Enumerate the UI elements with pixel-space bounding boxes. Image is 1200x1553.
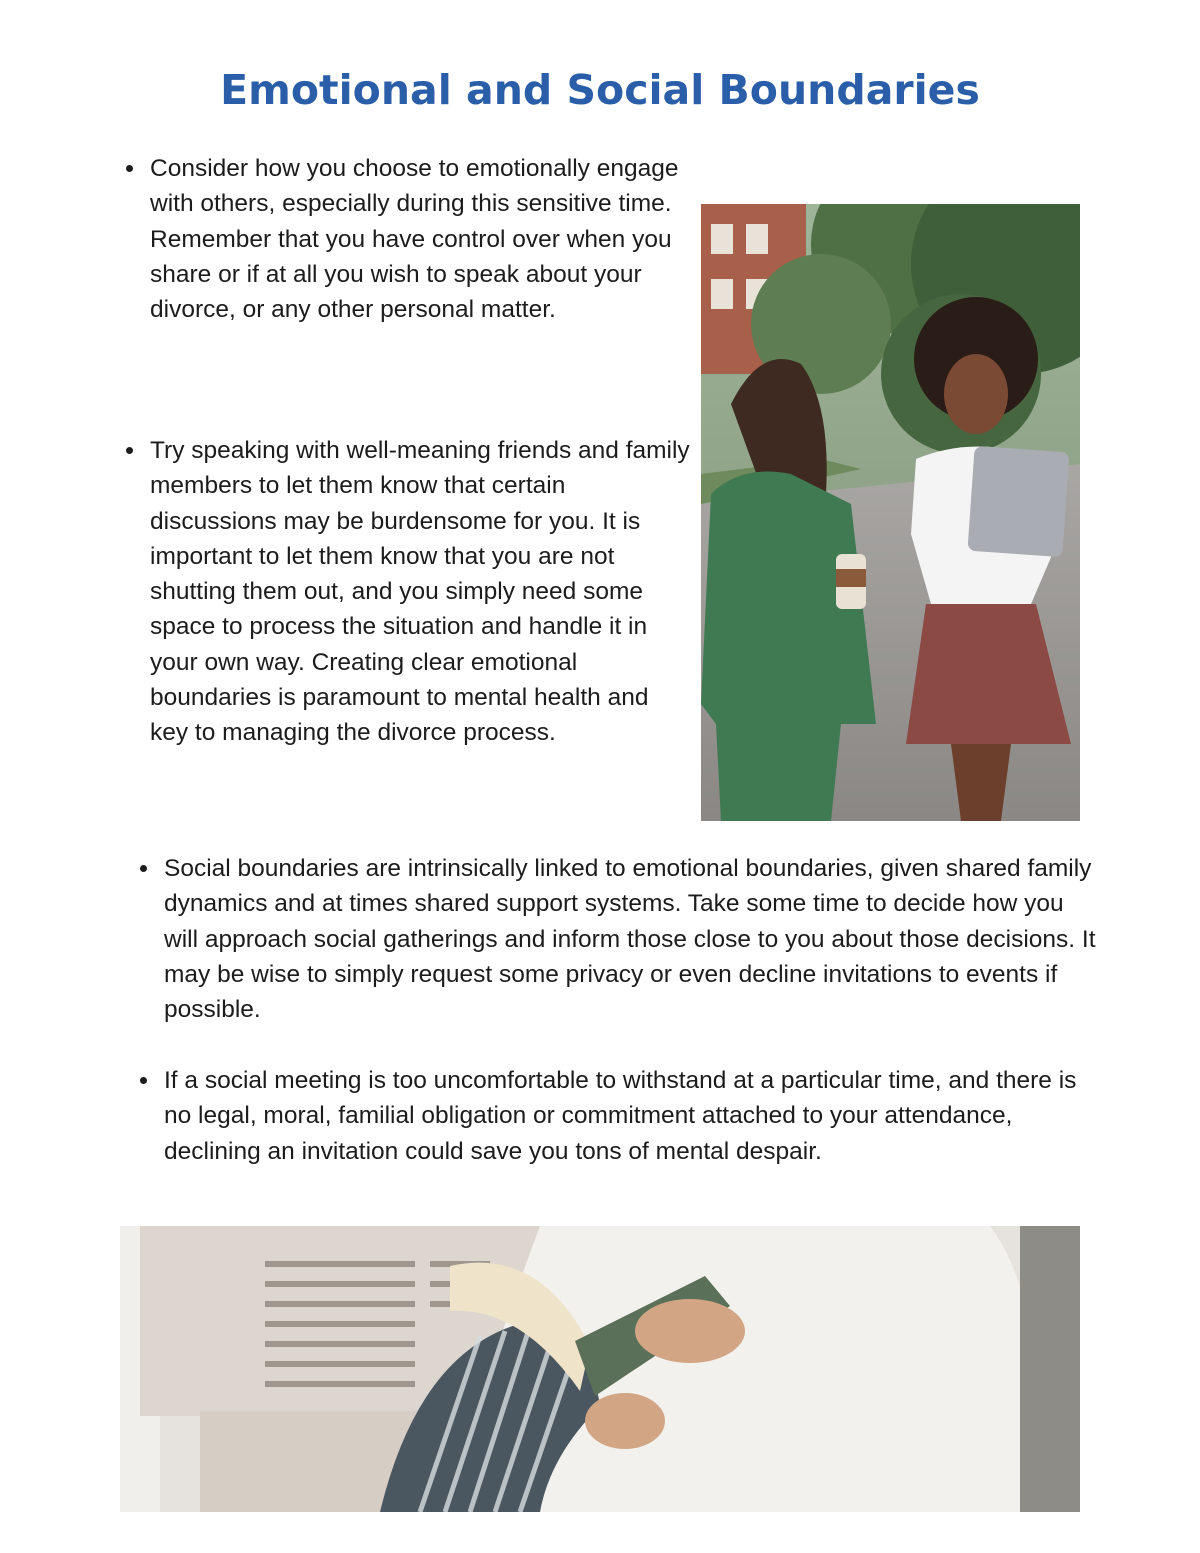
bullet-list-3 <box>164 851 1104 1027</box>
bullet-text: Social boundaries are intrinsically linked to emotional boundaries, given shared family dynamics and at times shared support systems. Take some time to decide how you will approach social gatherings and inform those close to you about those decisions. It may be wise to simply request some privacy or even decline invitations to events if possible. <box>164 855 1096 1024</box>
bullet-list-1 <box>150 151 680 327</box>
bullet-text: Try speaking with well-meaning friends and family members to let them know that certain discussions may be burdensome for you. It is important to let them know that you are not shutting them out, and you simply need some space to process the situation and handle it in your own way. Creating clear emotional boundaries is paramount to mental health and key to managing the divorce process. <box>150 437 690 747</box>
bullet-list-2 <box>150 433 690 751</box>
bullet-text: Consider how you choose to emotionally engage with others, especially during this sensitive time. Remember that you have control over when you share or if at all you wish to speak about your divorce, or any other personal matter. <box>150 155 679 324</box>
photo-reading-illustration <box>120 1226 1080 1512</box>
bullet-dot-icon <box>126 165 133 172</box>
bullet-item <box>150 151 680 327</box>
bullet-item <box>150 433 690 751</box>
photo-two-women-illustration <box>701 204 1080 821</box>
photo-two-women-walking <box>701 204 1080 821</box>
bullet-list-4 <box>164 1063 1104 1169</box>
bullet-dot-icon <box>140 865 147 872</box>
bullet-dot-icon <box>140 1077 147 1084</box>
bullet-item <box>164 851 1104 1027</box>
bullet-item <box>164 1063 1104 1169</box>
page-title: Emotional and Social Boundaries <box>220 66 980 114</box>
bullet-dot-icon <box>126 447 133 454</box>
bullet-text: If a social meeting is too uncomfortable to withstand at a particular time, and there is no legal, moral, familial obligation or commitment attached to your attendance, declining an invitation could save you tons of mental despair. <box>164 1067 1077 1165</box>
photo-person-reading-book <box>120 1226 1080 1512</box>
